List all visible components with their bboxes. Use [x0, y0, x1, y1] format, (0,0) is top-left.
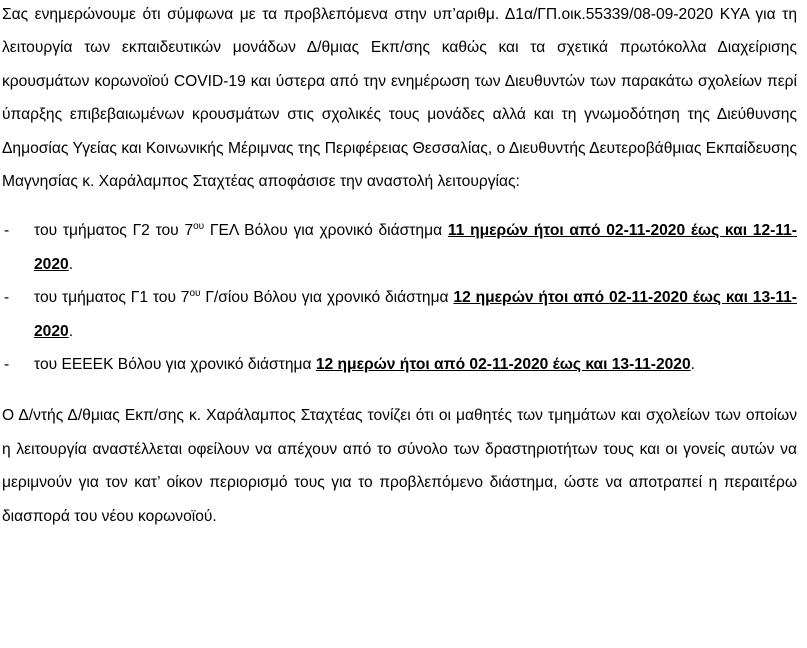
list-item-end: .: [68, 322, 74, 340]
list-dash: -: [4, 356, 10, 374]
list-item-text: του ΕΕΕΕΚ Βόλου για χρονικό διάστημα: [34, 356, 316, 374]
list-item-gymnasio-volou: [2, 281, 797, 348]
period-highlight: 12 ημερών ήτοι από 02-11-2020 έως και 13-11-2020: [34, 289, 798, 340]
list-item-text: του τμήματος Γ2 του 7: [34, 222, 194, 240]
list-item-eeeek-volou: [2, 348, 797, 381]
list-item-text: Γ/σίου Βόλου για χρονικό διάστημα: [200, 289, 454, 307]
list-item-gel-volou: [2, 214, 797, 281]
ordinal-suffix: ου: [193, 221, 205, 233]
suspension-list: [2, 214, 797, 381]
ordinal-suffix: ου: [189, 288, 201, 300]
list-dash: -: [4, 289, 10, 307]
list-item-text: ΓΕΛ Βόλου για χρονικό διάστημα: [204, 222, 448, 240]
period-highlight: 12 ημερών ήτοι από 02-11-2020 έως και 13-11-2020: [315, 356, 691, 374]
list-item-end: .: [690, 356, 695, 374]
list-item-end: .: [68, 255, 74, 273]
list-dash: -: [4, 222, 10, 240]
period-highlight: 11 ημερών ήτοι από 02-11-2020 έως και 12-11-2020: [34, 222, 797, 273]
list-item-text: του τμήματος Γ1 του 7: [34, 289, 190, 307]
intro-paragraph: Σας ενημερώνουμε ότι σύμφωνα με τα προβλεπόμενα στην υπ’αριθμ. Δ1α/ΓΠ.οικ.55339/08-09-2020 ΚΥΑ για τη λειτουργία των εκπαιδευτικών μονάδων Δ/θμιας Εκπ/σης καθώς και τα σχετικά πρωτόκολλα Διαχείρισης κρουσμάτων κορωνοϊού COVID-19 και ύστερα από την ενημέρωση των Διευθυντών των παρακάτω σχολείων περί ύπαρξης επιβεβαιωμένων κρουσμάτων στις σχολικές τους μονάδες αλλά και τη γνωμοδότηση της Διεύθυνσης Δημοσίας Υγείας και Κοινωνικής Μέριμνας της Περιφέρειας Θεσσαλίας, ο Διευθυντής Δευτεροβάθμιας Εκπαίδευσης Μαγνησίας κ. Χαράλαμπος Σταχτέας αποφάσισε την αναστολή λειτουργίας:: [2, 6, 797, 191]
closing-paragraph: Ο Δ/ντής Δ/θμιας Εκπ/σης κ. Χαράλαμπος Σταχτέας τονίζει ότι οι μαθητές των τμημάτων και σχολείων των οποίων η λειτουργία αναστέλλεται οφείλουν να απέχουν από το σύνολο των δραστηριοτήτων τους και οι γονείς αυτών να μεριμνούν για τον κατ’ οίκον περιορισμό τους για το προβλεπόμενο διάστημα, ώστε να αποτραπεί η περαιτέρω διασπορά του νέου κορωνοϊού.: [2, 407, 797, 525]
